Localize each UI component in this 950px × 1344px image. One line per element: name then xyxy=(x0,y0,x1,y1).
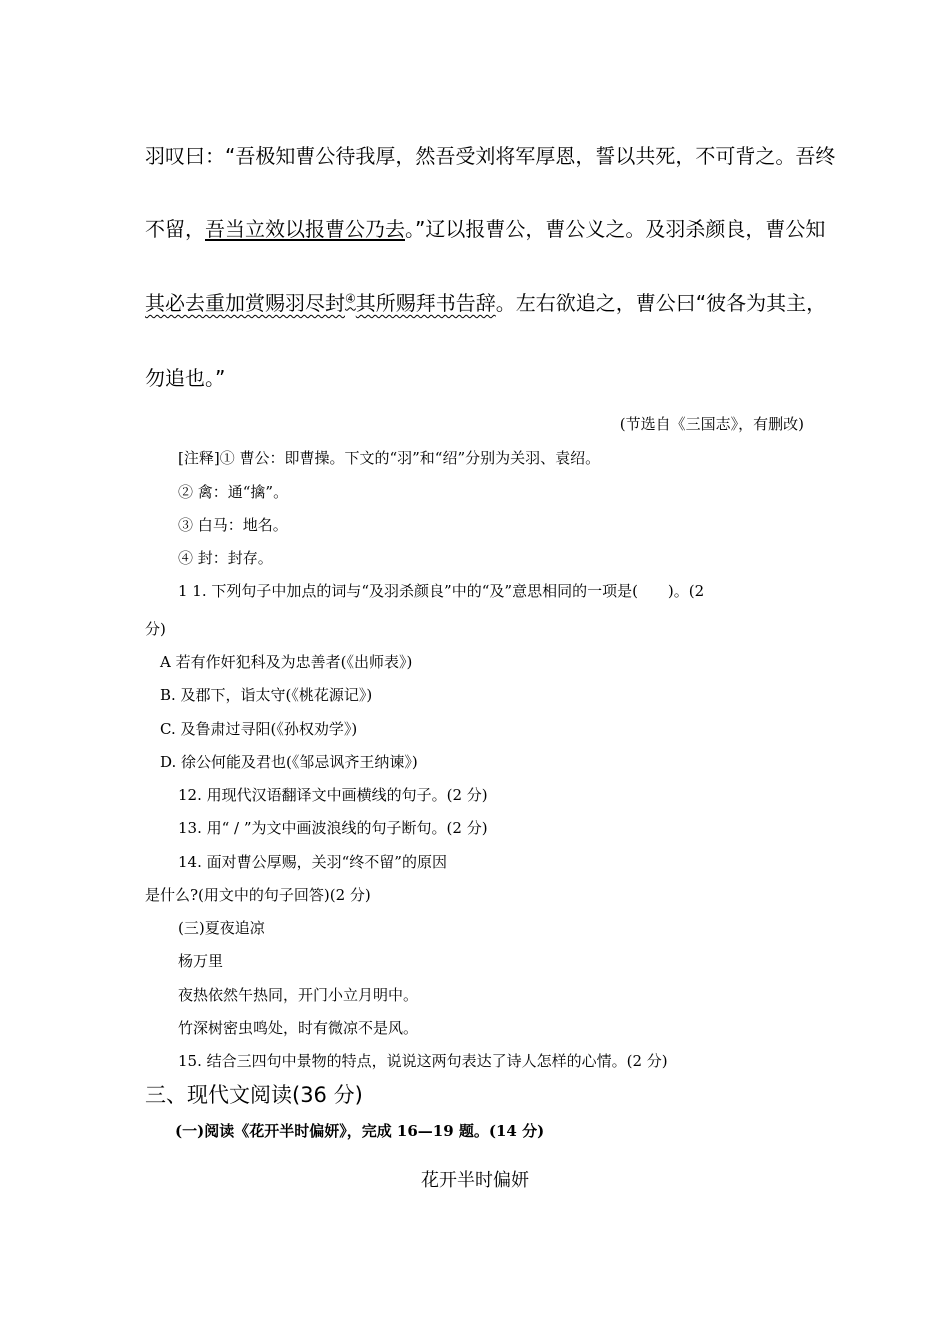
question-15: 15. 结合三四句中景物的特点，说说这两句表达了诗人怎样的心情。(2 分) xyxy=(178,1052,668,1070)
passage-text: 勿追也。” xyxy=(145,366,226,390)
wavy-sentence: 其必去重加赏赐羽尽封 xyxy=(145,291,345,315)
source-citation: (节选自《三国志》，有删改) xyxy=(619,415,804,433)
passage-text: 不留， xyxy=(145,217,205,241)
option-a: A 若有作奸犯科及为忠善者(《出师表》) xyxy=(160,653,413,671)
option-c: C. 及鲁肃过寻阳(《孙权劝学》) xyxy=(160,720,358,738)
passage-text: 羽叹曰：“吾极知曹公待我厚，然吾受刘将军厚恩，誓以共死，不可背之。吾终 xyxy=(145,144,836,168)
article-title: 花开半时偏妍 xyxy=(421,1170,529,1191)
question-14-cont: 是什么?(用文中的句子回答)(2 分) xyxy=(145,886,371,904)
note-1: [注释]① 曹公：即曹操。下文的“羽”和“绍”分别为关羽、袁绍。 xyxy=(178,449,601,467)
passage-text: 。”辽以报曹公，曹公义之。及羽杀颜良，曹公知 xyxy=(405,217,826,241)
section-heading: 三、现代文阅读(36 分) xyxy=(145,1083,363,1107)
poem-title: (三)夏夜追凉 xyxy=(178,919,265,937)
poem-line-1: 夜热依然午热同，开门小立月明中。 xyxy=(178,986,419,1004)
passage-line-3 xyxy=(145,287,826,316)
question-11: 1 1. 下列句子中加点的词与“及羽杀颜良”中的“及”意思相同的一项是( )。(2 xyxy=(178,582,705,600)
passage-line-1 xyxy=(145,140,835,169)
question-13: 13. 用“ / ”为文中画波浪线的句子断句。(2 分) xyxy=(178,819,488,837)
poem-author: 杨万里 xyxy=(178,952,224,970)
question-11-cont: 分) xyxy=(145,620,166,638)
note-2: ② 禽：通“擒”。 xyxy=(178,483,289,501)
passage-text: 。左右欲追之，曹公曰“彼各为其主， xyxy=(495,291,827,315)
footnote-marker: ④ xyxy=(345,291,356,306)
underlined-sentence: 吾当立效以报曹公乃去 xyxy=(205,217,405,241)
wavy-sentence: 其所赐拜书告辞 xyxy=(355,291,496,315)
passage-line-2 xyxy=(145,213,825,242)
question-12: 12. 用现代汉语翻译文中画横线的句子。(2 分) xyxy=(178,786,488,804)
question-14: 14. 面对曹公厚赐，关羽“终不留”的原因 xyxy=(178,853,447,871)
note-3: ③ 白马：地名。 xyxy=(178,516,288,534)
note-4: ④ 封：封存。 xyxy=(178,549,273,567)
poem-line-2: 竹深树密虫鸣处，时有微凉不是风。 xyxy=(178,1019,419,1037)
passage-line-4 xyxy=(145,362,225,391)
option-d: D. 徐公何能及君也(《邹忌讽齐王纳谏》) xyxy=(160,753,418,771)
section-subheading: (一)阅读《花开半时偏妍》，完成 16—19 题。(14 分) xyxy=(175,1122,545,1140)
option-b: B. 及郡下，诣太守(《桃花源记》) xyxy=(160,686,373,704)
